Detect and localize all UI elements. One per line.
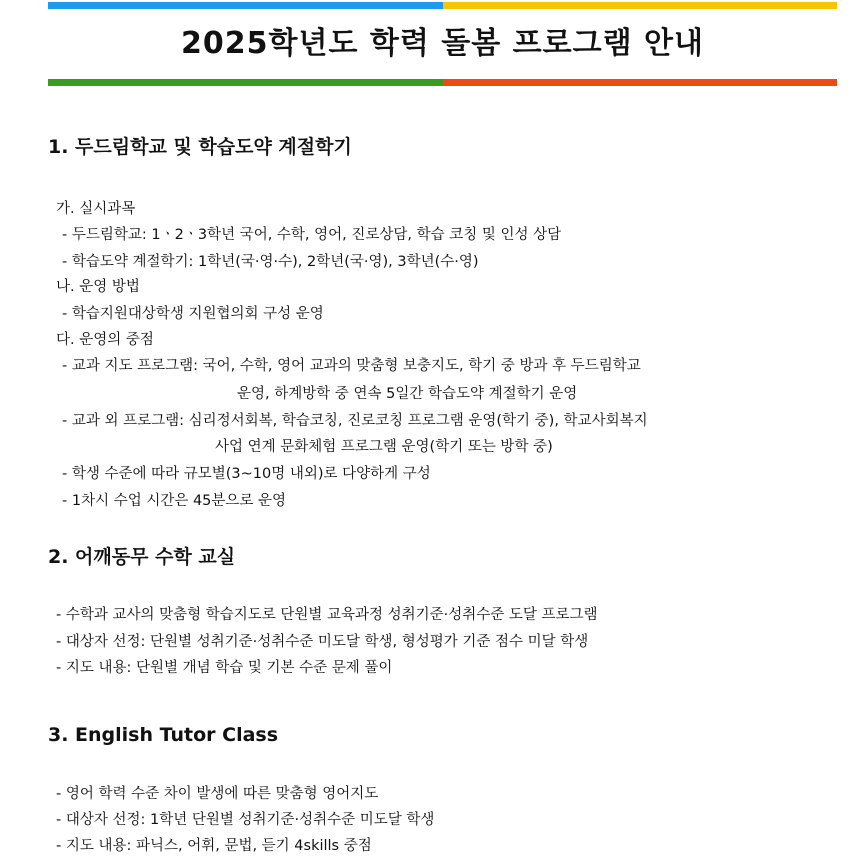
list-item-continuation: 사업 연계 문화체험 프로그램 운영(학기 또는 방학 중) — [215, 439, 553, 455]
list-item: - 학습지원대상학생 지원협의회 구성 운영 — [62, 306, 324, 322]
list-item: - 대상자 선정: 1학년 단원별 성취기준·성취수준 미도달 학생 — [56, 812, 435, 828]
list-item: - 학생 수준에 따라 규모별(3~10명 내외)로 다양하게 구성 — [62, 466, 431, 482]
bottom-bar-green-segment — [48, 79, 443, 86]
list-item: - 학습도약 계절학기: 1학년(국·영·수), 2학년(국·영), 3학년(수·영) — [62, 254, 479, 270]
list-item: - 지도 내용: 파닉스, 어휘, 문법, 듣기 4skills 중점 — [56, 838, 372, 854]
list-item: - 교과 외 프로그램: 심리정서회복, 학습코칭, 진로코칭 프로그램 운영(학기 중), 학교사회복지 — [62, 413, 648, 429]
subsection-heading: 가. 실시과목 — [56, 201, 136, 217]
top-color-bar — [48, 2, 837, 9]
top-bar-blue-segment — [48, 2, 443, 9]
list-item: - 두드림학교: 1ㆍ2ㆍ3학년 국어, 수학, 영어, 진로상담, 학습 코칭 및 인성 상담 — [62, 227, 562, 243]
section-2-heading: 2. 어깨동무 수학 교실 — [48, 546, 236, 568]
section-3-heading: 3. English Tutor Class — [48, 724, 279, 746]
top-bar-yellow-segment — [443, 2, 838, 9]
list-item: - 1차시 수업 시간은 45분으로 운영 — [62, 493, 287, 509]
bottom-color-bar — [48, 79, 837, 86]
subsection-heading: 나. 운영 방법 — [56, 279, 140, 295]
list-item: - 수학과 교사의 맞춤형 학습지도로 단원별 교육과정 성취기준·성취수준 도달 프로그램 — [56, 607, 598, 623]
section-1-heading: 1. 두드림학교 및 학습도약 계절학기 — [48, 136, 352, 158]
subsection-heading: 다. 운영의 중점 — [56, 332, 154, 348]
list-item: - 영어 학력 수준 차이 발생에 따른 맞춤형 영어지도 — [56, 786, 379, 802]
bottom-bar-orange-segment — [443, 79, 838, 86]
list-item: - 교과 지도 프로그램: 국어, 수학, 영어 교과의 맞춤형 보충지도, 학기 중 방과 후 두드림학교 — [62, 358, 641, 374]
list-item-continuation: 운영, 하계방학 중 연속 5일간 학습도약 계절학기 운영 — [237, 386, 578, 402]
list-item: - 지도 내용: 단원별 개념 학습 및 기본 수준 문제 풀이 — [56, 660, 393, 676]
list-item: - 대상자 선정: 단원별 성취기준·성취수준 미도달 학생, 형성평가 기준 점수 미달 학생 — [56, 634, 589, 650]
page-title: 2025학년도 학력 돌봄 프로그램 안내 — [180, 26, 704, 61]
